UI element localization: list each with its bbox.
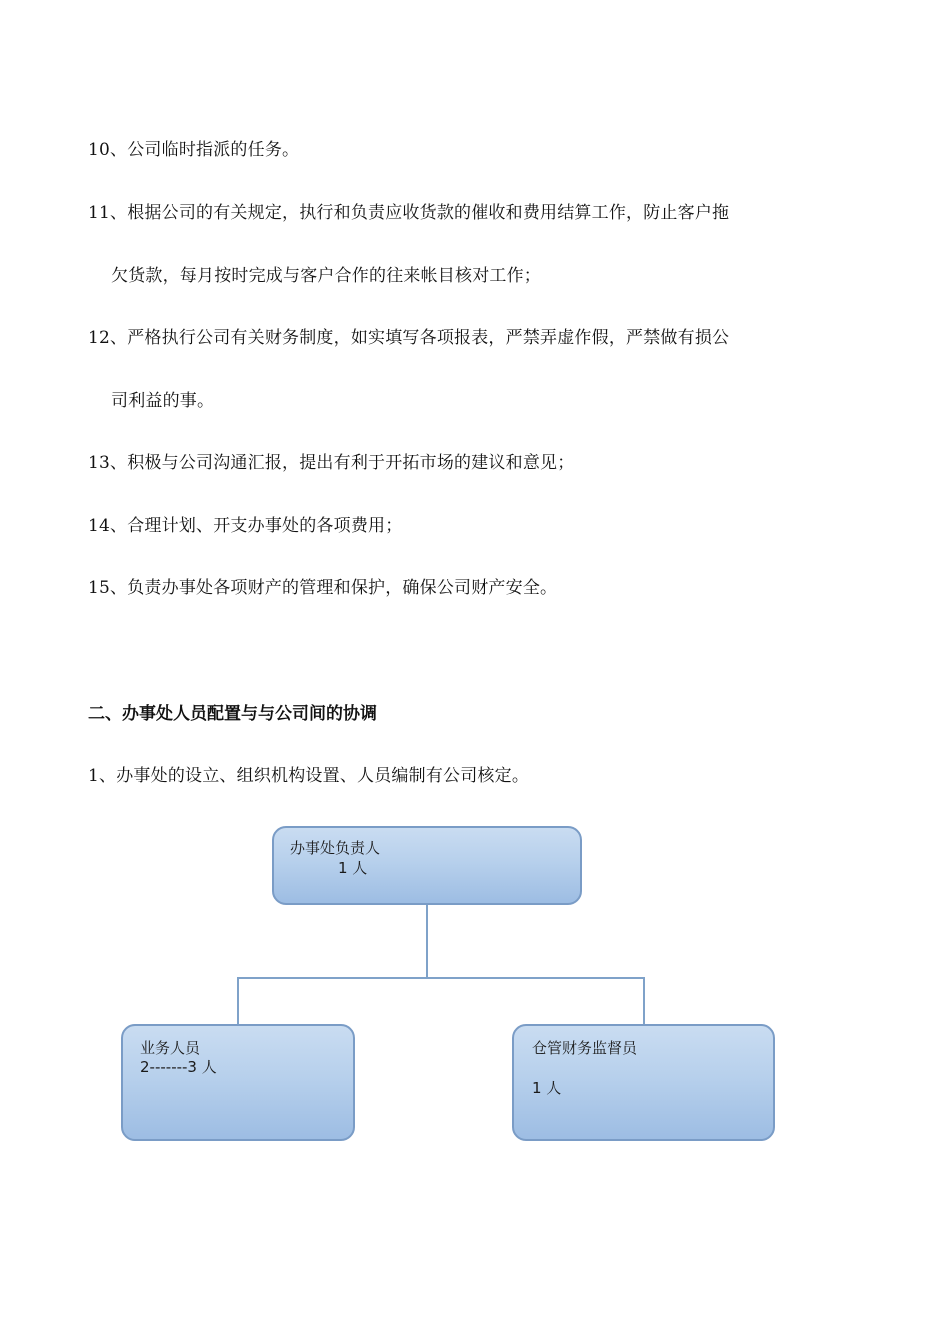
paragraph-item-12-line1: 12、严格执行公司有关财务制度，如实填写各项报表，严禁弄虚作假，严禁做有损公 — [88, 328, 730, 348]
paragraph-item-10: 10、公司临时指派的任务。 — [88, 140, 300, 160]
paragraph-item-15: 15、负责办事处各项财产的管理和保护，确保公司财产安全。 — [88, 578, 558, 598]
paragraph-item-14: 14、合理计划、开支办事处的各项费用； — [88, 516, 403, 536]
org-node-warehouse-finance-title: 仓管财务监督员 — [532, 1039, 638, 1057]
connector-right-drop — [643, 977, 645, 1025]
section-heading: 二、办事处人员配置与与公司间的协调 — [88, 704, 377, 724]
org-node-sales-count: 2-------3 人 — [140, 1058, 217, 1076]
connector-vertical-top — [426, 904, 428, 978]
org-node-warehouse-finance-count: 1 人 — [532, 1079, 562, 1097]
org-node-head-count: 1 人 — [338, 859, 368, 877]
paragraph-item-11-line1: 11、根据公司的有关规定，执行和负责应收货款的催收和费用结算工作，防止客户拖 — [88, 203, 730, 223]
paragraph-item-12-line2: 司利益的事。 — [111, 391, 215, 411]
section-item-1: 1、办事处的设立、组织机构设置、人员编制有公司核定。 — [88, 766, 530, 786]
org-node-sales — [121, 1024, 355, 1141]
org-node-sales-title: 业务人员 — [140, 1039, 201, 1057]
connector-left-drop — [237, 977, 239, 1025]
org-node-head-title: 办事处负责人 — [290, 839, 381, 857]
paragraph-item-13: 13、积极与公司沟通汇报，提出有利于开拓市场的建议和意见； — [88, 453, 575, 473]
paragraph-item-11-line2: 欠货款，每月按时完成与客户合作的往来帐目核对工作； — [111, 266, 541, 286]
org-node-head — [272, 826, 582, 905]
connector-horizontal — [237, 977, 645, 979]
org-node-warehouse-finance — [512, 1024, 775, 1141]
